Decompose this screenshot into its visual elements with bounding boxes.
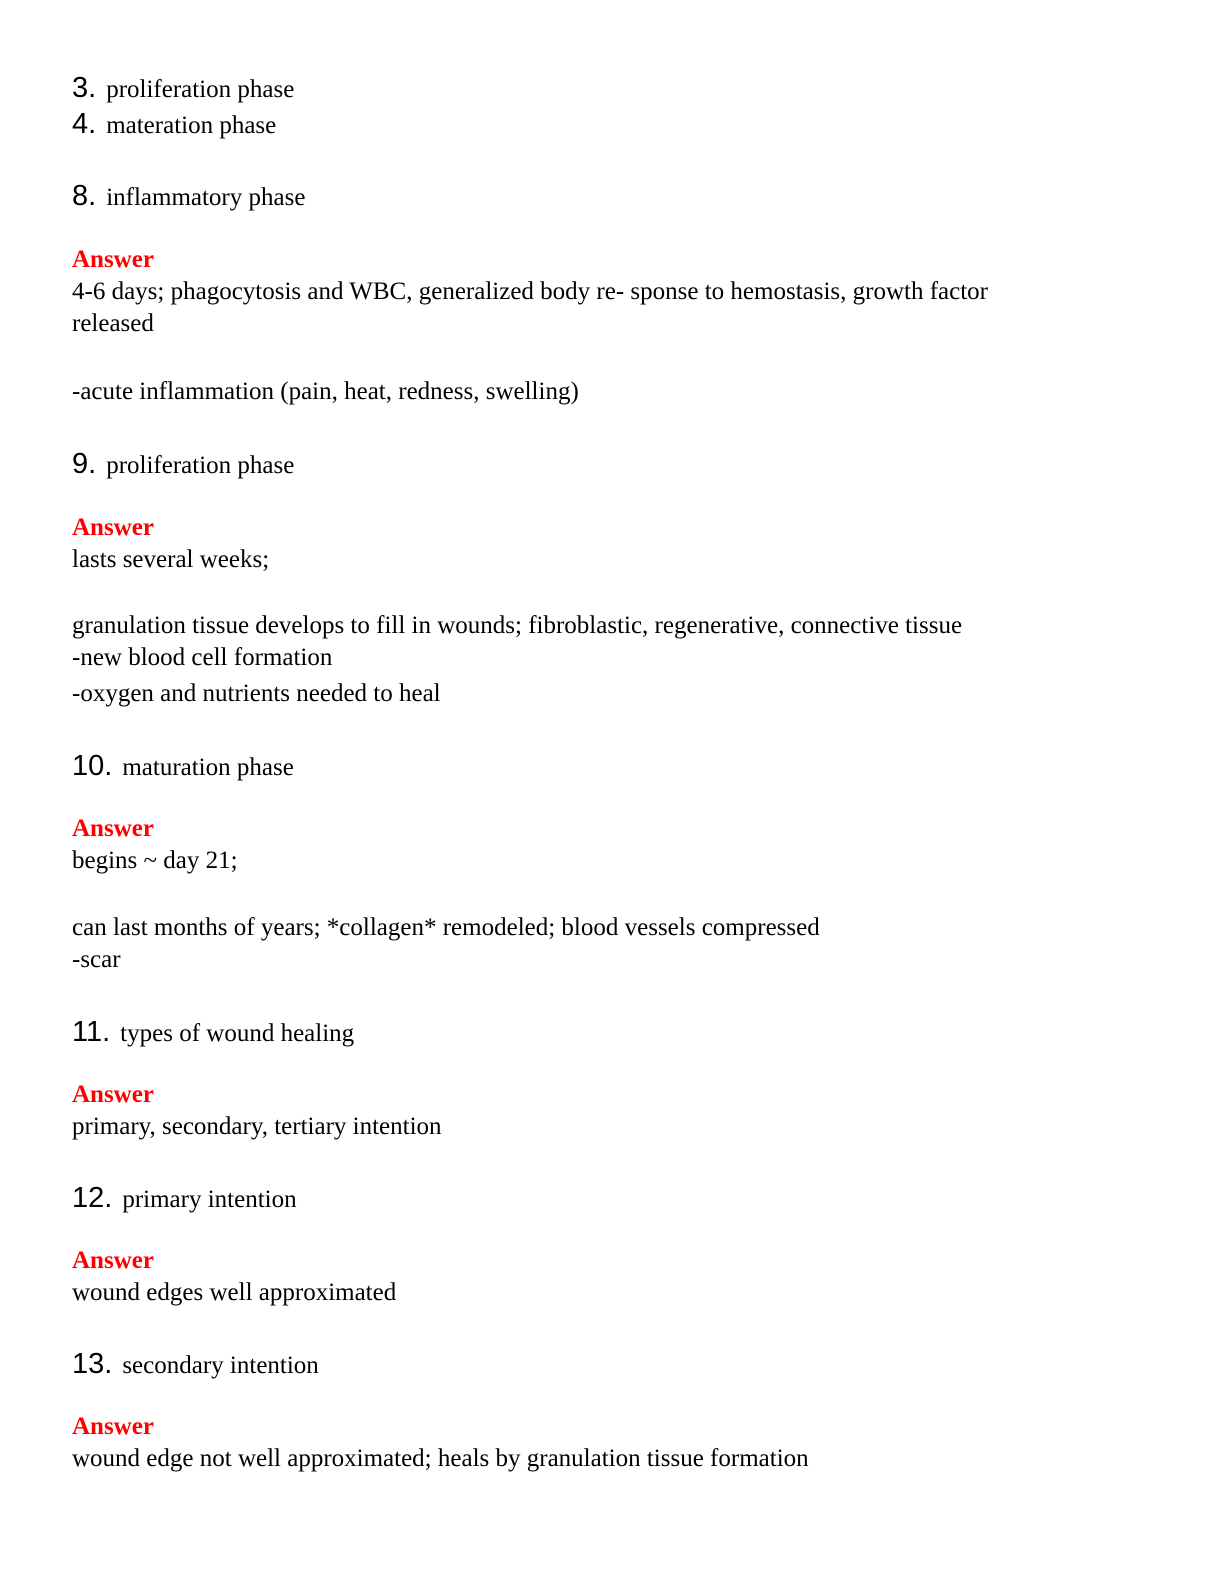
answer-line: wound edge not well approximated; heals by granulation tissue formation — [72, 1445, 809, 1472]
question-13 — [72, 1348, 319, 1381]
answer-line: primary, secondary, tertiary intention — [72, 1113, 442, 1140]
answer-label: Answer — [72, 815, 154, 842]
question-10 — [72, 750, 294, 783]
question-text: secondary intention — [122, 1352, 319, 1379]
question-text: inflammatory phase — [106, 184, 306, 211]
question-number: 10. — [72, 750, 113, 782]
question-3 — [72, 72, 294, 105]
question-number: 11. — [72, 1016, 111, 1048]
question-text: proliferation phase — [106, 76, 295, 103]
answer-line: -oxygen and nutrients needed to heal — [72, 680, 441, 707]
answer-label: Answer — [72, 1413, 154, 1440]
question-number: 9. — [72, 448, 97, 480]
question-11 — [72, 1016, 354, 1049]
answer-line: lasts several weeks; — [72, 546, 270, 573]
question-number: 8. — [72, 180, 97, 212]
question-number: 4. — [72, 108, 97, 140]
answer-line: granulation tissue develops to fill in wounds; fibroblastic, regenerative, connective tissue — [72, 612, 963, 639]
question-4 — [72, 108, 276, 141]
answer-line: 4-6 days; phagocytosis and WBC, generalized body re- sponse to hemostasis, growth factor — [72, 278, 989, 305]
question-12 — [72, 1182, 297, 1215]
answer-line: -acute inflammation (pain, heat, redness, swelling) — [72, 378, 579, 405]
answer-label: Answer — [72, 514, 154, 541]
answer-label: Answer — [72, 1081, 154, 1108]
answer-line: begins ~ day 21; — [72, 847, 238, 874]
answer-label: Answer — [72, 246, 154, 273]
question-number: 12. — [72, 1182, 113, 1214]
question-text: primary intention — [122, 1186, 297, 1213]
question-text: types of wound healing — [120, 1020, 355, 1047]
answer-line: -new blood cell formation — [72, 644, 333, 671]
question-text: materation phase — [106, 112, 277, 139]
answer-line: wound edges well approximated — [72, 1279, 397, 1306]
question-number: 3. — [72, 72, 97, 104]
answer-line: released — [72, 310, 154, 337]
answer-line: -scar — [72, 946, 121, 973]
question-number: 13. — [72, 1348, 113, 1380]
question-8 — [72, 180, 305, 213]
answer-label: Answer — [72, 1247, 154, 1274]
question-9 — [72, 448, 294, 481]
question-text: proliferation phase — [106, 452, 295, 479]
answer-line: can last months of years; *collagen* remodeled; blood vessels compressed — [72, 914, 820, 941]
question-text: maturation phase — [122, 754, 294, 781]
